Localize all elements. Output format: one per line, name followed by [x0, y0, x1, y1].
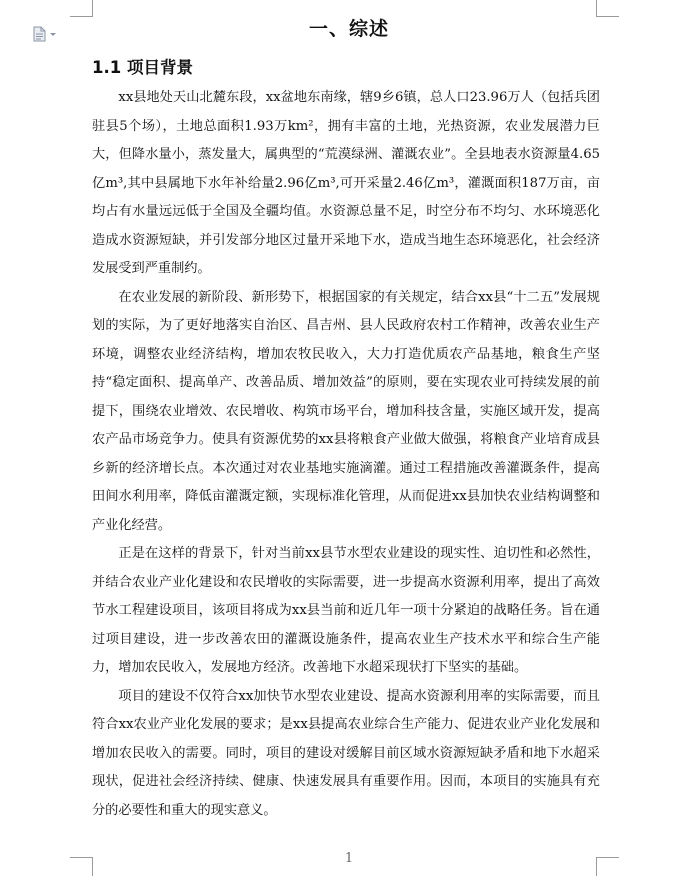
body-text [92, 84, 600, 825]
document-title: 一、综述 [308, 18, 389, 40]
paragraph-2: 在农业发展的新阶段、新形势下，根据国家的有关规定，结合xx县“十二五”发展规划的实际，为了更好地落实自治区、昌吉州、县人民政府农村工作精神，改善农业生产环境，调整农业经济结构，增加农牧民收入，大力打造优质农产品基地，粮食生产坚持“稳定面积、提高单产、改善品质、增加效益”的原则，要在实现农业可持续发展的前提下，围绕农业增效、农民增收、构筑市场平台，增加科技含量，实施区域开发，提高农产品市场竞争力。使具有资源优势的xx县将粮食产业做大做强，将粮食产业培育成县乡新的经济增长点。本次通过对农业基地实施滴灌。通过工程措施改善灌溉条件，提高田间水利用率，降低亩灌溉定额，实现标准化管理，从而促进xx县加快农业结构调整和产业化经营。 [92, 289, 600, 533]
paragraph-4: 项目的建设不仅符合xx加快节水型农业建设、提高水资源利用率的实际需要，而且符合xx农业产业化发展的要求；是xx县提高农业综合生产能力、促进农业产业化发展和增加农民收入的需要。同时，项目的建设对缓解目前区域水资源短缺矛盾和地下水超采现状，促进社会经济持续、健康、快速发展具有重要作用。因而，本项目的实施具有充分的必要性和重大的现实意义。 [92, 688, 600, 818]
paragraph-1: xx县地处天山北麓东段，xx盆地东南缘，辖9乡6镇，总人口23.96万人（包括兵团驻县5个场），土地总面积1.93万km²，拥有丰富的土地，光热资源，农业发展潜力巨大，但降水量小，蒸发量大，属典型的“荒漠绿洲、灌溉农业”。全县地表水资源量4.65亿m³,其中县属地下水年补给量2.96亿m³,可开采量2.46亿m³，灌溉面积187万亩，亩均占有水量远远低于全国及全疆均值。水资源总量不足，时空分布不均匀、水环境恶化造成水资源短缺，并引发部分地区过量开采地下水，造成当地生态环境恶化，社会经济发展受到严重制约。 [92, 90, 600, 276]
section-heading: 1.1 项目背景 [92, 58, 193, 77]
paragraph-3: 正是在这样的背景下，针对当前xx县节水型农业建设的现实性、迫切性和必然性，并结合农业产业化建设和农民增收的实际需要，进一步提高水资源利用率，提出了高效节水工程建设项目，该项目将成为xx县当前和近几年一项十分紧迫的战略任务。旨在通过项目建设，进一步改善农田的灌溉设施条件，提高农业生产技术水平和综合生产能力，增加农民收入，发展地方经济。改善地下水超采现状打下坚实的基础。 [92, 546, 600, 675]
page-number: 1 [344, 851, 354, 866]
